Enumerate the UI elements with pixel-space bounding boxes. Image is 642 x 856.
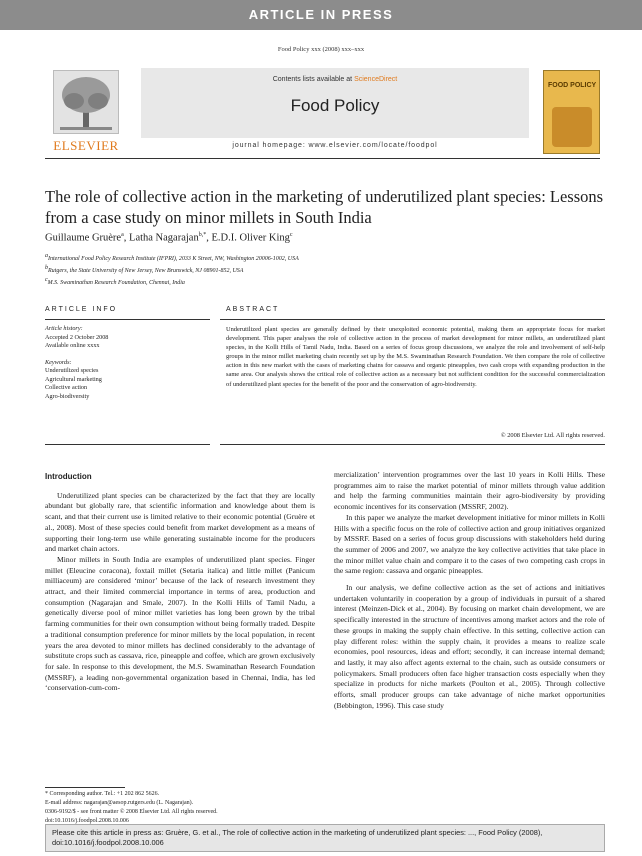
keyword-item: Agro-biodiversity (45, 392, 90, 400)
body-paragraph: Minor millets in South India are examples of underutilized plant species. Finger millet (Eleucine coracona), foxtail millet (Setaria italica) and little millet (Panicum milliaceum) are considered ‘minor’ because of the lack of research investment they attract, and their limited commercial importance in terms of area, production and consumption (Nagarajan and Smale, 2007). In the Kolli Hills of Tamil Nadu, a genetically diverse pool of minor millet varieties has long been grown by the tribal farming communities for their own consumption without being formally traded. Despite a traditional consumption preference for minor millets by the local population, in recent years the area devoted to minor millets has declined considerably to the advantage of substitute crops such as cassava, rice, pineapple and coffee, which are grown exclusively for sale. In response to this development, the M.S. Swaminathan Research Foundation (MSSRF), a leading non-governmental organization based in Chennai, India, has led ‘conservation-cum-com- (45, 554, 315, 693)
contents-prefix: Contents lists available at (272, 76, 355, 83)
author-sup: a (121, 232, 124, 238)
elsevier-logo (45, 70, 127, 154)
divider (45, 319, 210, 320)
cover-title: FOOD POLICY (548, 82, 597, 89)
author-name: Latha Nagarajan (129, 232, 199, 244)
article-info-header: ARTICLE INFO (45, 306, 118, 313)
abstract-header: ABSTRACT (226, 306, 280, 313)
affiliation-text: International Food Policy Research Institute (IFPRI), 2033 K Street, NW, Washington 20006-1002, USA (48, 256, 299, 262)
journal-title: Food Policy (290, 96, 380, 115)
footnote-email[interactable]: E-mail address: nagarajan@aesop.rutgers.edu (L. Nagarajan). (45, 799, 194, 806)
body-paragraph: In our analysis, we define collective action as the set of actions and initiatives undertaken voluntarily in cooperation by a group of individuals in pursuit of a shared interest (Meinzen-Dick et al., 2004). By focusing on market chain development, we are specifically interested in the structure of incentives among market actors and the role of these groups in making the supply chain effective. In this setting, collective action can play different roles: within the supply chain, it provides a means to realize scale economies, pool resources, ideas and effort; secondly, it can increase internal demand; and lastly, it may also affect agents external to the chain, such as outside consumers or policymakers. Small producers often face higher transaction costs especially when they specialize in products for niche markets (Poulton et al., 2005). Through collective efforts, small producer groups can take advantage of niche market opportunities (Bebbington, 1996). This case study (334, 583, 605, 710)
affiliation-text: Rutgers, the State University of New Jersey, New Brunswick, NJ 08901-852, USA (48, 268, 244, 274)
keyword-item: Underutilized species (45, 367, 99, 374)
front-matter-issn: 0306-9192/$ - see front matter © 2008 Elsevier Ltd. All rights reserved. (45, 809, 218, 815)
author-name: Guillaume Gruère (45, 232, 122, 244)
divider (220, 319, 605, 320)
affiliation-item (45, 276, 605, 288)
section-heading: Introduction (45, 472, 92, 481)
abstract-text: Underutilized plant species are generally defined by their unexploited economic potential, making them an appropriate focus for market development. This paper analyses the role of collective action in the process of market development for minor millets, an underutilized plant species, in the Kolli Hills of Tamil Nadu, India. Based on a series of focus group discussions, we analyze the role and involvement of self-help groups in the minor millet marketing chain recently set up by the M.S. Swaminathan Research Foundation. We then compare the role of collective action in this new market with the cases of marketing chains for cassava and organic pineapples, two cash crops with expanding production in the same area. Our analysis shows the critical role of collective action as a necessary but not sufficient condition for the successful commercialization of underutilized plant species for the benefit of the poor and the conservation of agro-biodiversity. (226, 326, 605, 388)
front-matter-doi[interactable]: doi:10.1016/j.foodpol.2008.10.006 (45, 817, 129, 824)
history-label: Article history: (45, 325, 83, 332)
affiliation-text: M.S. Swaminathan Research Foundation, Chennai, India (47, 280, 185, 286)
journal-cover-image (543, 70, 600, 154)
divider (220, 444, 605, 445)
affiliation-item (45, 252, 605, 264)
affiliation-sup: c (45, 277, 48, 283)
contents-line (141, 76, 529, 83)
author-list: Guillaume Gruère$^a$, Latha Nagarajan$^{b,*}$, E.D.I. Oliver King$^c$ (45, 232, 293, 244)
footnote-author: * Corresponding author. Tel.: +1 202 862 5626. (45, 791, 160, 797)
body-paragraph: In this paper we analyze the market development initiative for minor millets in Kolli Hills with a specific focus on the role of collective action and group initiatives organized by MSSRF. Based on a series of focus group discussions with stakeholders held during the summer of 2006 and 2007, we analyze the key collective activities that take place in the minor millet value chain and compare it to the cases of two competing cash crops in the same region: cassava and organic pineapples. (334, 512, 605, 576)
author-sup: b,* (198, 232, 207, 238)
footnotes (45, 790, 315, 807)
affiliation-sup: a (45, 253, 48, 259)
keyword-item: Collective action (45, 384, 88, 391)
affiliation-item (45, 264, 605, 276)
divider (45, 444, 210, 445)
affiliations (45, 252, 605, 288)
history-item: Accepted 2 October 2008 (45, 333, 109, 341)
cover-art (552, 107, 592, 147)
journal-title-box (141, 68, 529, 138)
front-matter (45, 808, 315, 825)
journal-homepage[interactable]: journal homepage: www.elsevier.com/locate/foodpol (232, 142, 438, 149)
journal-reference: Food Policy xxx (2008) xxx–xxx (277, 46, 365, 53)
body-column-left (45, 470, 315, 694)
body-paragraph: mercialization’ intervention programmes over the last 10 years in Kolli Hills. These programmes aim to raise the market potential of minor millets through value addition and help the farming communities maintain their agro-biodiversity by providing economic incentives for its conservation (MSSRF, 2002). (334, 470, 605, 512)
affiliation-sup: b (45, 265, 48, 271)
sciencedirect-link[interactable]: ScienceDirect (354, 76, 398, 83)
history-item: Available online xxxx (45, 342, 100, 349)
author-name: E.D.I. Oliver King (211, 232, 290, 244)
article-title: The role of collective action in the marketing of underutilized plant species: Lessons from a case study on minor millets in South India (45, 187, 604, 227)
body-paragraph: Underutilized plant species can be characterized by the fact that they are locally abundant but globally rare, that scientific information and knowledge about them is scant, and that their current use is limited relative to their economic potential (Gruère et al., 2008). Most of these species could benefit from market development as a means of supporting their long-term use while generating sustainable income for the producers and market chain actors. (45, 490, 315, 554)
elsevier-tree-icon (53, 70, 119, 134)
citation-box: Please cite this article in press as: Gruère, G. et al., The role of collective action in the marketing of underutilized plant species: ..., Food Policy (2008), doi:10.1016/j.foodpol.2008.10.006 (45, 824, 605, 852)
footnote-divider (45, 787, 125, 788)
keyword-item: Agricultural marketing (45, 375, 102, 383)
elsevier-wordmark: ELSEVIER (53, 138, 119, 153)
article-info-body (45, 325, 210, 401)
body-column-right (334, 470, 605, 711)
author-sup: c (289, 232, 293, 238)
journal-masthead (45, 66, 600, 159)
keywords-label: Keywords: (45, 358, 72, 366)
article-in-press-banner: ARTICLE IN PRESS (0, 0, 642, 30)
copyright-line: © 2008 Elsevier Ltd. All rights reserved. (500, 432, 605, 439)
